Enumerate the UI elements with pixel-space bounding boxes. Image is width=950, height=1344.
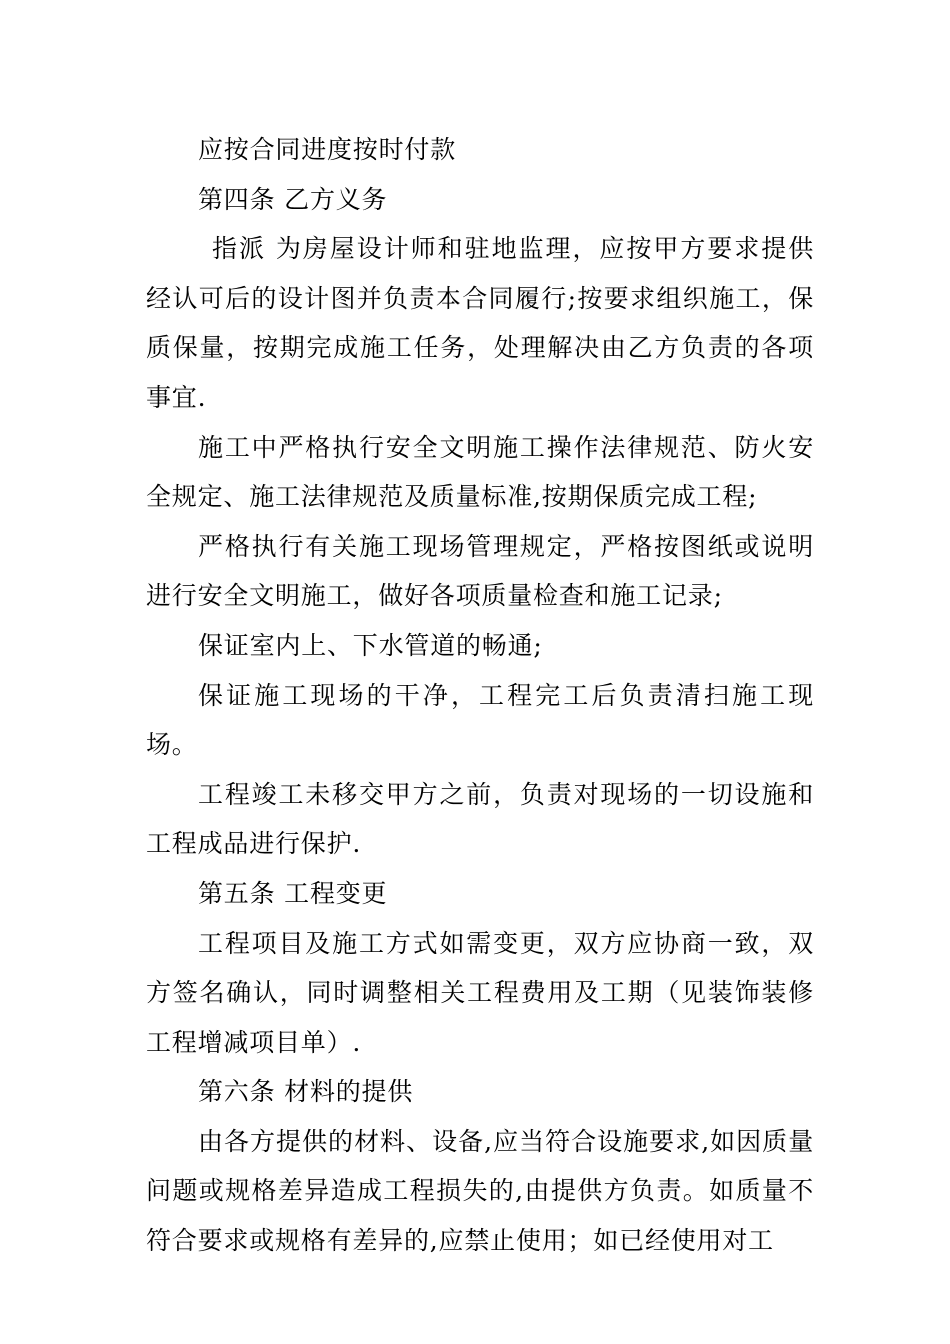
paragraph-materials: 由各方提供的材料、设备,应当符合设施要求,如因质量问题或规格差异造成工程损失的,由提供方负责。如质量不符合要求或规格有差异的,应禁止使用；如已经使用对工 [146,1126,814,1256]
article-4-heading: 第四条 乙方义务 [198,184,388,214]
paragraph-designer-supervisor: 指派 为房屋设计师和驻地监理，应按甲方要求提供经认可后的设计图并负责本合同履行;按要求组织施工，保质保量，按期完成施工任务，处理解决由乙方负责的各项事宜. [146,234,814,412]
paragraph-site-management: 严格执行有关施工现场管理规定，严格按图纸或说明进行安全文明施工，做好各项质量检查和施工记录; [146,531,814,611]
document-body [146,125,814,1266]
paragraph-payment: 应按合同进度按时付款 [198,135,457,164]
article-5-heading: 第五条 工程变更 [198,878,388,908]
paragraph-change-terms: 工程项目及施工方式如需变更，双方应协商一致，双方签名确认，同时调整相关工程费用及工期（见装饰装修工程增减项目单）. [146,928,814,1057]
paragraph-protection: 工程竣工未移交甲方之前，负责对现场的一切设施和工程成品进行保护. [146,779,814,859]
paragraph-safety-standards: 施工中严格执行安全文明施工操作法律规范、防火安全规定、施工法律规范及质量标准,按期保质完成工程; [146,432,814,512]
paragraph-water-pipes: 保证室内上、下水管道的畅通; [198,630,543,660]
paragraph-site-cleaning: 保证施工现场的干净，工程完工后负责清扫施工现场。 [146,680,814,760]
article-6-heading: 第六条 材料的提供 [198,1077,414,1107]
